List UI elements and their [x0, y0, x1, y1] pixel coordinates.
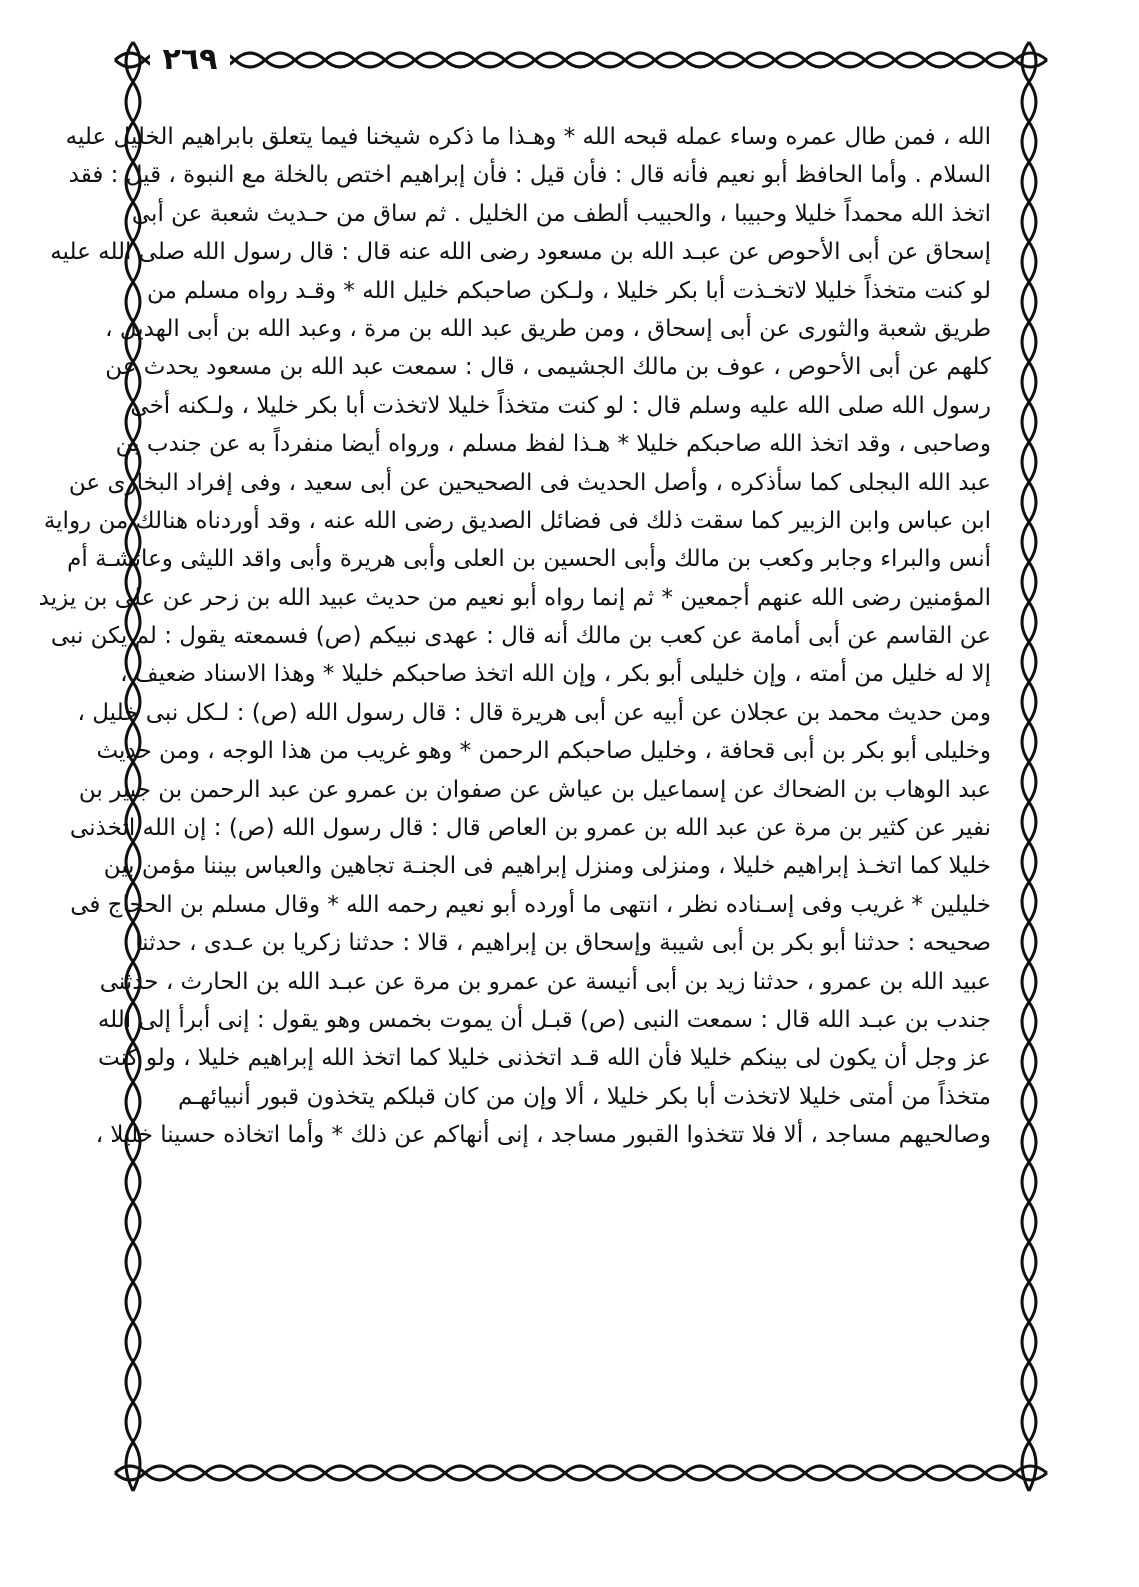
- text-line: عبد الله البجلى كما سأذكره ، وأصل الحديث فى الصحيحين عن أبى سعيد ، وفى إفراد البخارى عن: [68, 469, 991, 496]
- text-line: أنس والبراء وجابر وكعب بن مالك وأبى الحسين بن العلى وأبى هريرة وأبى واقد الليثى وعائشـة أم: [67, 546, 991, 573]
- text-line: خليلا كما اتخـذ إبراهيم خليلا ، ومنزلى ومنزل إبراهيم فى الجنـة تجاهين والعباس بيننا مؤمن بين: [103, 853, 991, 880]
- text-line: ومن حديث محمد بن عجلان عن أبيه عن أبى هريرة قال : قال رسول الله (ص) : لـكل نبى خليل ،: [77, 699, 991, 726]
- text-line: إلا له خليل من أمته ، وإن خليلى أبو بكر ، وإن الله اتخذ صاحبكم خليلا * وهذا الاسناد ضعيف ،: [120, 661, 991, 688]
- ornamental-border-bottom: [115, 1455, 1047, 1491]
- text-line: رسول الله صلى الله عليه وسلم قال : لو كنت متخذاً خليلا لاتخذت أبا بكر خليلا ، ولـكنه أخى: [130, 392, 991, 419]
- text-line: اتخذ الله محمداً خليلا وحبيبا ، والحبيب ألطف من الخليل . ثم ساق من حـديث شعبة عن أبى: [131, 200, 991, 227]
- text-line: وخليلى أبو بكر بن أبى قحافة ، وخليل صاحبكم الرحمن * وهو غريب من هذا الوجه ، ومن حديث: [96, 738, 991, 765]
- text-line: متخذاً من أمتى خليلا لاتخذت أبا بكر خليلا ، ألا وإن من كان قبلكم يتخذون قبور أنبيائهـم: [178, 1083, 991, 1110]
- text-line: الله ، فمن طال عمره وساء عمله قبحه الله * وهـذا ما ذكره شيخنا فيما يتعلق بابراهيم الخليل عليه: [65, 124, 991, 150]
- text-line: ابن عباس وابن الزبير كما سقت ذلك فى فضائل الصديق رضى الله عنه ، وقد أوردناه هنالك من رواية: [43, 507, 991, 534]
- text-line: عن القاسم عن أبى أمامة عن كعب بن مالك أنه قال : عهدى نبيكم (ص) فسمعته يقول : لم يكن نبى: [50, 623, 991, 650]
- text-line: لو كنت متخذاً خليلا لاتخـذت أبا بكر خليلا ، ولـكن صاحبكم خليل الله * وقـد رواه مسلم من: [146, 277, 991, 304]
- text-line: السلام . وأما الحافظ أبو نعيم فأنه قال : فأن قيل : فأن إبراهيم اختص بالخلة مع النبوة ، قيل : فقد: [68, 162, 991, 189]
- text-line: طريق شعبة والثورى عن أبى إسحاق ، ومن طريق عبد الله بن مرة ، وعبد الله بن أبى الهديل ،: [105, 315, 991, 342]
- text-line: عبيد الله بن عمرو ، حدثنا زيد بن أبى أنيسة عن عمرو بن مرة عن عبـد الله بن الحارث ، حدثنى: [99, 968, 991, 995]
- page-number: ٢٦٩: [150, 40, 230, 80]
- text-line: خليلين * غريب وفى إسـناده نظر ، انتهى ما أورده أبو نعيم رحمه الله * وقال مسلم بن الحجاج فى: [70, 891, 991, 918]
- text-line: نفير عن كثير بن مرة عن عبد الله بن عمرو بن العاص قال : قال رسول الله (ص) : إن الله اتخذنى: [69, 815, 991, 842]
- text-line: عبد الوهاب بن الضحاك عن إسماعيل بن عياش عن صفوان بن عمرو عن عبد الرحمن بن جبير بن: [78, 776, 991, 803]
- ornamental-border-right: [1011, 42, 1047, 1491]
- text-line: إسحاق عن أبى الأحوص عن عبـد الله بن مسعود رضى الله عنه قال : قال رسول الله صلى الله عليه: [50, 239, 991, 266]
- text-line: وصاحبى ، وقد اتخذ الله صاحبكم خليلا * هـذا لفظ مسلم ، ورواه أيضا منفرداً به عن جندب بن: [115, 431, 991, 458]
- body-text: [38, 118, 991, 1155]
- text-line: كلهم عن أبى الأحوص ، عوف بن مالك الجشيمى ، قال : سمعت عبد الله بن مسعود يحدث عن: [105, 354, 991, 381]
- text-line: جندب بن عبـد الله قال : سمعت النبى (ص) قبـل أن يموت بخمس وهو يقول : إنى أبرأ إلى الله: [97, 1006, 991, 1033]
- text-line: صحيحه : حدثنا أبو بكر بن أبى شيبة وإسحاق بن إبراهيم ، قالا : حدثنا زكريا بن عـدى ، حدثنا: [135, 930, 991, 957]
- text-line: عز وجل أن يكون لى بينكم خليلا فأن الله قـد اتخذنى خليلا كما اتخذ الله إبراهيم خليلا ، ولو كنت: [98, 1045, 991, 1072]
- text-line: وصالحيهم مساجد ، ألا فلا تتخذوا القبور مساجد ، إنى أنهاكم عن ذلك * وأما اتخاذه حسينا خليلا ،: [95, 1122, 991, 1149]
- ornamental-border-top: [115, 42, 1047, 78]
- text-line: المؤمنين رضى الله عنهم أجمعين * ثم إنما رواه أبو نعيم من حديث عبيد الله بن زحر عن على بن يزيد: [38, 584, 991, 611]
